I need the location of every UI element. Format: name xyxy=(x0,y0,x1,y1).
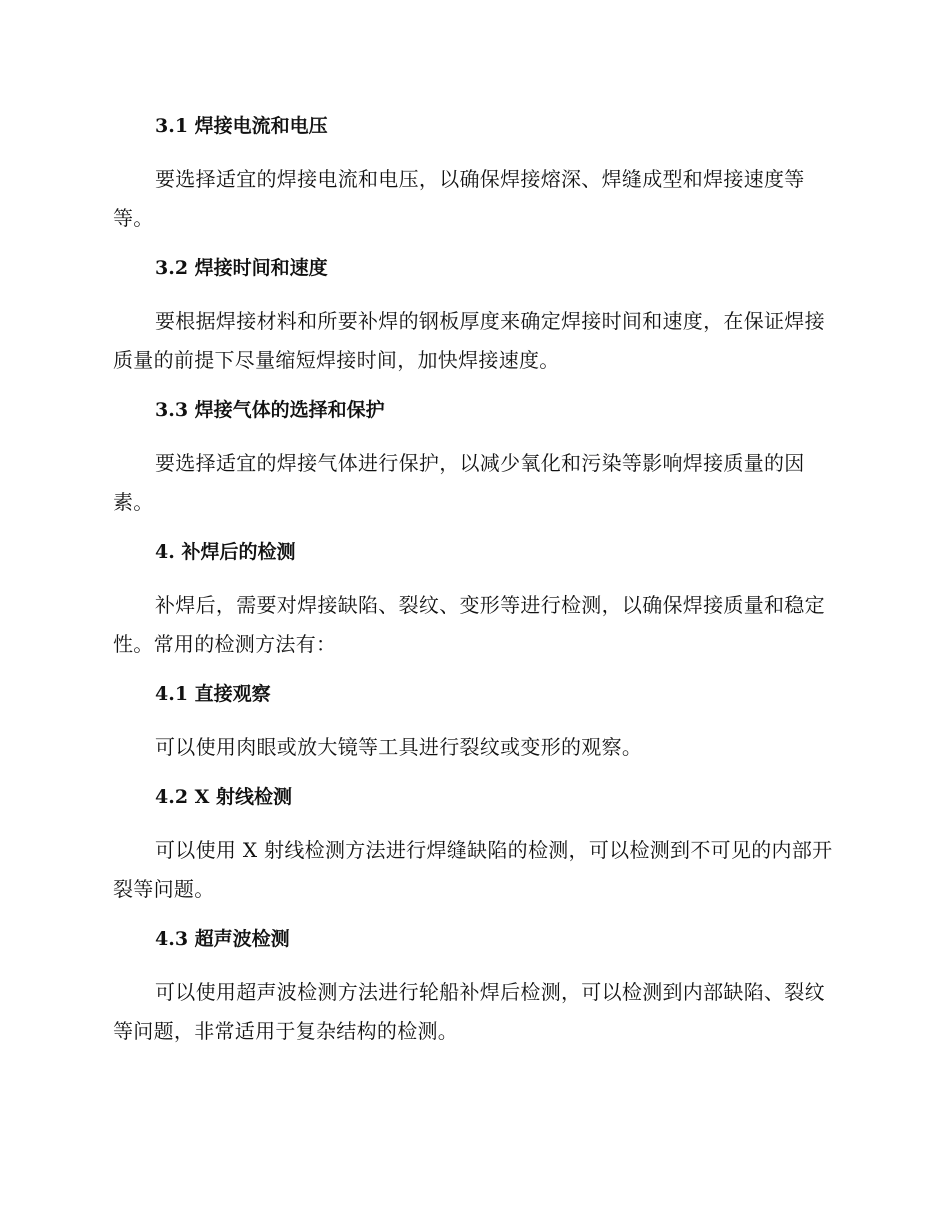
section-heading-4: 4. 补焊后的检测 xyxy=(155,541,296,563)
section-heading-3-2: 3.2 焊接时间和速度 xyxy=(155,257,328,279)
section-paragraph-3-3: 要选择适宜的焊接气体进行保护，以减少氧化和污染等影响焊接质量的因素。 xyxy=(113,451,805,514)
section-paragraph-4-2: 可以使用 X 射线检测方法进行焊缝缺陷的检测，可以检测到不可见的内部开裂等问题。 xyxy=(113,838,833,901)
section-paragraph-4-3: 可以使用超声波检测方法进行轮船补焊后检测，可以检测到内部缺陷、裂纹等问题，非常适用于复杂结构的检测。 xyxy=(113,980,825,1043)
section-heading-4-3: 4.3 超声波检测 xyxy=(155,928,290,950)
section-heading-4-2: 4.2 X 射线检测 xyxy=(155,786,293,808)
document-body xyxy=(113,112,833,1067)
section-paragraph-3-1: 要选择适宜的焊接电流和电压，以确保焊接熔深、焊缝成型和焊接速度等等。 xyxy=(113,167,805,230)
section-paragraph-3-2: 要根据焊接材料和所要补焊的钢板厚度来确定焊接时间和速度，在保证焊接质量的前提下尽量缩短焊接时间，加快焊接速度。 xyxy=(113,309,825,372)
section-heading-4-1: 4.1 直接观察 xyxy=(155,683,271,705)
section-paragraph-4: 补焊后，需要对焊接缺陷、裂纹、变形等进行检测，以确保焊接质量和稳定性。常用的检测方法有： xyxy=(113,593,825,656)
section-heading-3-3: 3.3 焊接气体的选择和保护 xyxy=(155,399,385,421)
section-heading-3-1: 3.1 焊接电流和电压 xyxy=(155,115,328,137)
section-paragraph-4-1: 可以使用肉眼或放大镜等工具进行裂纹或变形的观察。 xyxy=(155,735,643,759)
